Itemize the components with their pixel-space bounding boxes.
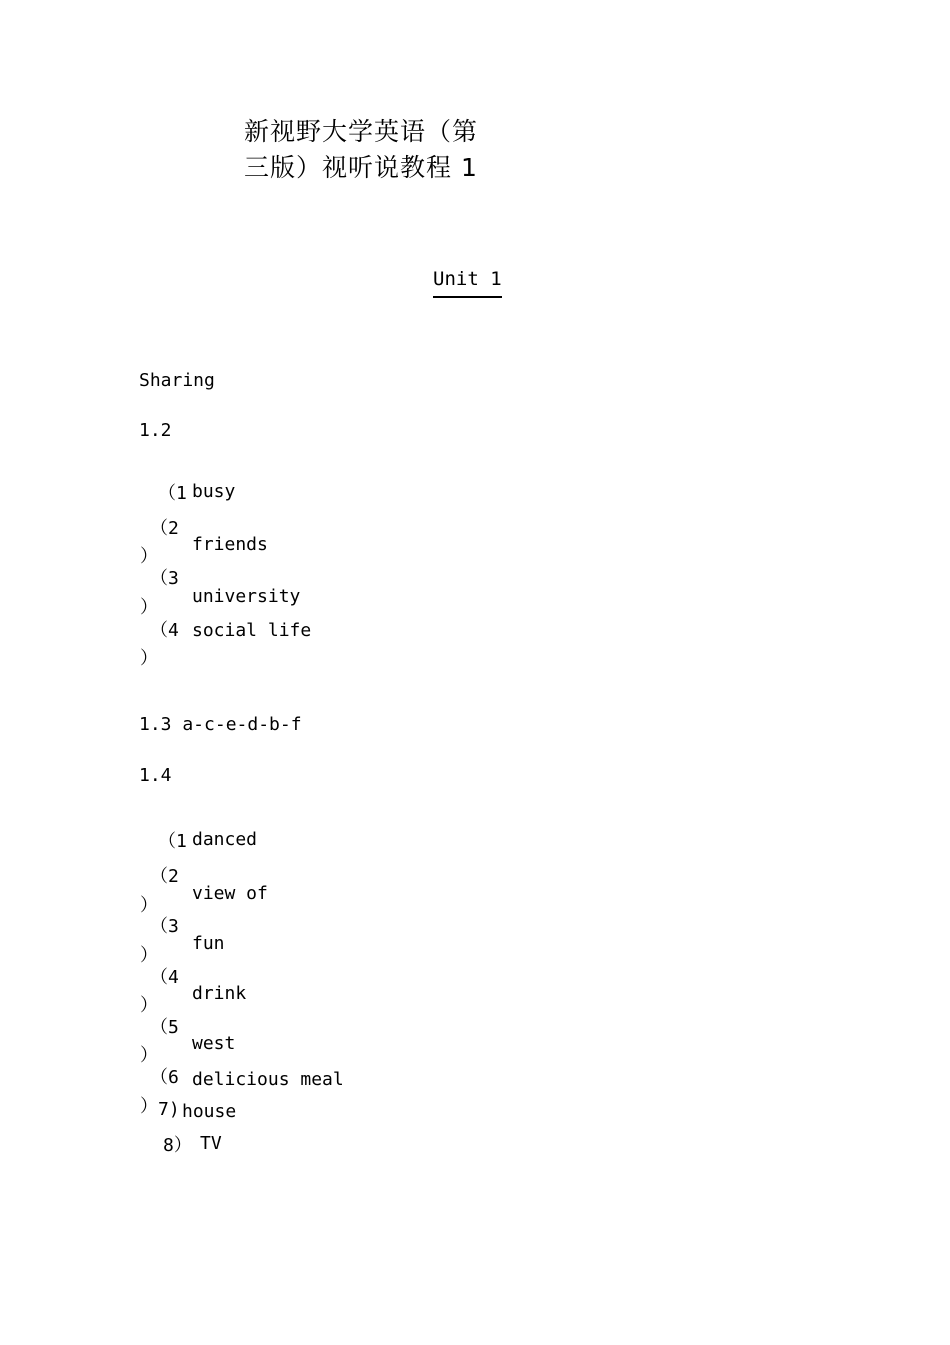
item-number-open: （6 (150, 1067, 179, 1088)
answer-text: university (192, 586, 301, 607)
exercise-1-3-line: 1.3 a-c-e-d-b-f (139, 714, 302, 735)
item-number-open: （2 (150, 518, 179, 539)
item-number-open: （1 (158, 831, 187, 852)
answer-text: friends (192, 534, 268, 555)
answer-text: busy (192, 481, 236, 502)
item-number: 8） (163, 1135, 192, 1156)
document-title-line-1: 新视野大学英语（第 (244, 117, 479, 146)
answer-text: house (182, 1101, 237, 1122)
item-number-open: （1 (158, 483, 187, 504)
item-number-open: （3 (150, 916, 179, 937)
section-title: Sharing (139, 370, 215, 391)
answer-text: danced (192, 829, 258, 850)
item-number-close: ） (140, 546, 158, 567)
item-number-open: （2 (150, 866, 179, 887)
item-number-close: ） (140, 1096, 158, 1117)
item-number-open: （4 (150, 620, 179, 641)
exercise-1-4-label: 1.4 (139, 765, 172, 786)
answer-text: view of (192, 883, 268, 904)
item-number-close: ） (140, 895, 158, 916)
answer-text: social life (192, 620, 312, 641)
item-number: 7) (158, 1099, 180, 1120)
exercise-1-2-label: 1.2 (139, 420, 172, 441)
answer-text: delicious meal (192, 1069, 344, 1090)
answer-text: west (192, 1033, 236, 1054)
item-number-open: （3 (150, 568, 179, 589)
item-number-close: ） (140, 648, 158, 669)
item-number-open: （4 (150, 967, 179, 988)
answer-text: fun (192, 933, 225, 954)
item-number-open: （5 (150, 1017, 179, 1038)
item-number-close: ） (140, 1045, 158, 1066)
document-title-line-2: 三版）视听说教程 1 (244, 153, 478, 182)
item-number-close: ） (140, 945, 158, 966)
unit-heading: Unit 1 (433, 268, 502, 298)
item-number-close: ） (140, 597, 158, 618)
answer-text: TV (200, 1133, 222, 1154)
answer-text: drink (192, 983, 247, 1004)
item-number-close: ） (140, 995, 158, 1016)
